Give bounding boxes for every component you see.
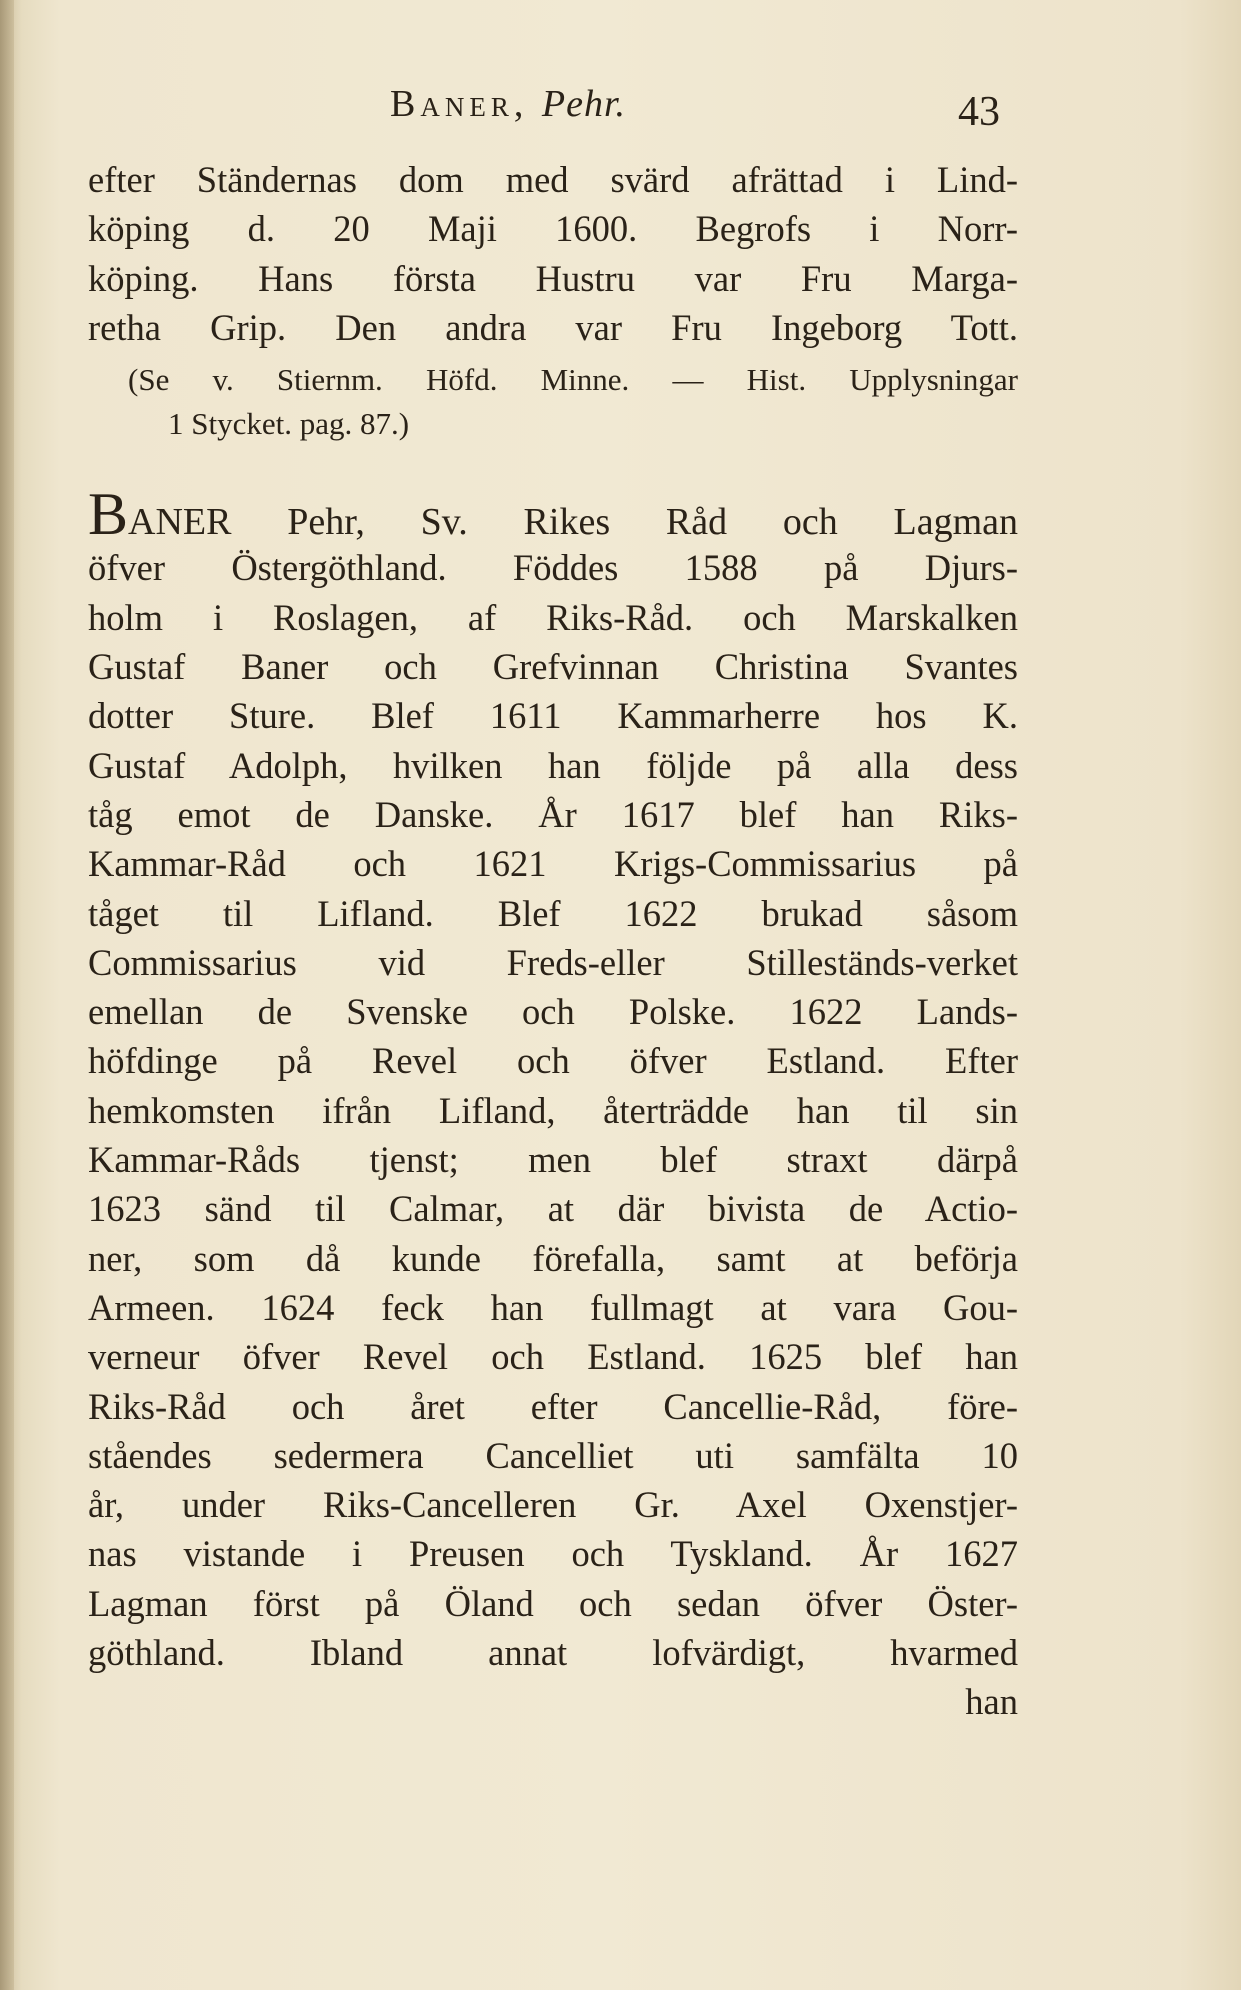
text-line: Kammar-Råd och 1621 Krigs-Commissarius på bbox=[88, 843, 1018, 885]
note-line: 1 Stycket. pag. 87.) bbox=[168, 406, 410, 442]
text-line: retha Grip. Den andra var Fru Ingeborg Tott. bbox=[88, 306, 1018, 348]
text-line: köping. Hans första Hustru var Fru Marga- bbox=[88, 257, 1018, 299]
text-line: höfdinge på Revel och öfver Estland. Efter bbox=[88, 1040, 1018, 1082]
running-header bbox=[380, 82, 1020, 142]
text-line: holm i Roslagen, af Riks-Råd. och Marskalken bbox=[88, 596, 1018, 638]
text-line: ståendes sedermera Cancelliet uti samfälta 10 bbox=[88, 1434, 1018, 1476]
text-line: emellan de Svenske och Polske. 1622 Lands- bbox=[88, 991, 1018, 1033]
text-line: köping d. 20 Maji 1600. Begrofs i Norr- bbox=[88, 208, 1018, 250]
running-title bbox=[390, 82, 626, 126]
text-line: Gustaf Adolph, hvilken han följde på alla dess bbox=[88, 744, 1018, 786]
page-number: 43 bbox=[958, 89, 1000, 135]
text-line: Lagman först på Öland och sedan öfver Öster- bbox=[88, 1582, 1018, 1624]
text-line: 1623 sänd til Calmar, at där bivista de Actio- bbox=[88, 1188, 1018, 1230]
continuation-paragraph bbox=[88, 155, 1018, 352]
text-line: dotter Sture. Blef 1611 Kammarherre hos K. bbox=[88, 695, 1018, 737]
text-line: göthland. Ibland annat lofvärdigt, hvarmed bbox=[88, 1632, 1018, 1674]
text-line: verneur öfver Revel och Estland. 1625 blef han bbox=[88, 1336, 1018, 1378]
text-line: Kammar-Råds tjenst; men blef straxt därpå bbox=[88, 1139, 1018, 1181]
note-line: (Se v. Stiernm. Höfd. Minne. — Hist. Upplysningar bbox=[128, 362, 1018, 398]
text-line: Riks-Råd och året efter Cancellie-Råd, före- bbox=[88, 1385, 1018, 1427]
text-line: öfver Östergöthland. Föddes 1588 på Djurs- bbox=[88, 547, 1018, 589]
text-line: Commissarius vid Freds-eller Stilleständs-verket bbox=[88, 941, 1018, 983]
text-line: Gustaf Baner och Grefvinnan Christina Svantes bbox=[88, 646, 1018, 688]
text-line: hemkomsten ifrån Lifland, återträdde han til sin bbox=[88, 1089, 1018, 1131]
entry-heading-line bbox=[88, 481, 1018, 548]
text-line: år, under Riks-Cancelleren Gr. Axel Oxenstjer- bbox=[88, 1484, 1018, 1526]
text-line: tåget til Lifland. Blef 1622 brukad såsom bbox=[88, 892, 1018, 934]
page-body bbox=[88, 155, 1018, 1727]
reference-note bbox=[128, 358, 1018, 446]
text-line: ner, som då kunde förefalla, samt at beförja bbox=[88, 1237, 1018, 1279]
text-line: nas vistande i Preusen och Tyskland. År 1627 bbox=[88, 1533, 1018, 1575]
text-line: efter Ständernas dom med svärd afrättad i Lind- bbox=[88, 159, 1018, 200]
drop-cap: B bbox=[88, 481, 129, 548]
text-line: Armeen. 1624 feck han fullmagt at vara Gou- bbox=[88, 1286, 1018, 1328]
header-surname: Baner, bbox=[390, 83, 529, 125]
header-given-name: Pehr. bbox=[541, 83, 627, 125]
page-gutter-edge bbox=[0, 0, 14, 1990]
entry-heading-text: ANER Pehr, Sv. Rikes Råd och Lagman bbox=[128, 501, 1018, 544]
biography-entry bbox=[88, 481, 1018, 1726]
catchword: han bbox=[965, 1681, 1018, 1723]
text-line: tåg emot de Danske. År 1617 blef han Riks- bbox=[88, 793, 1018, 835]
